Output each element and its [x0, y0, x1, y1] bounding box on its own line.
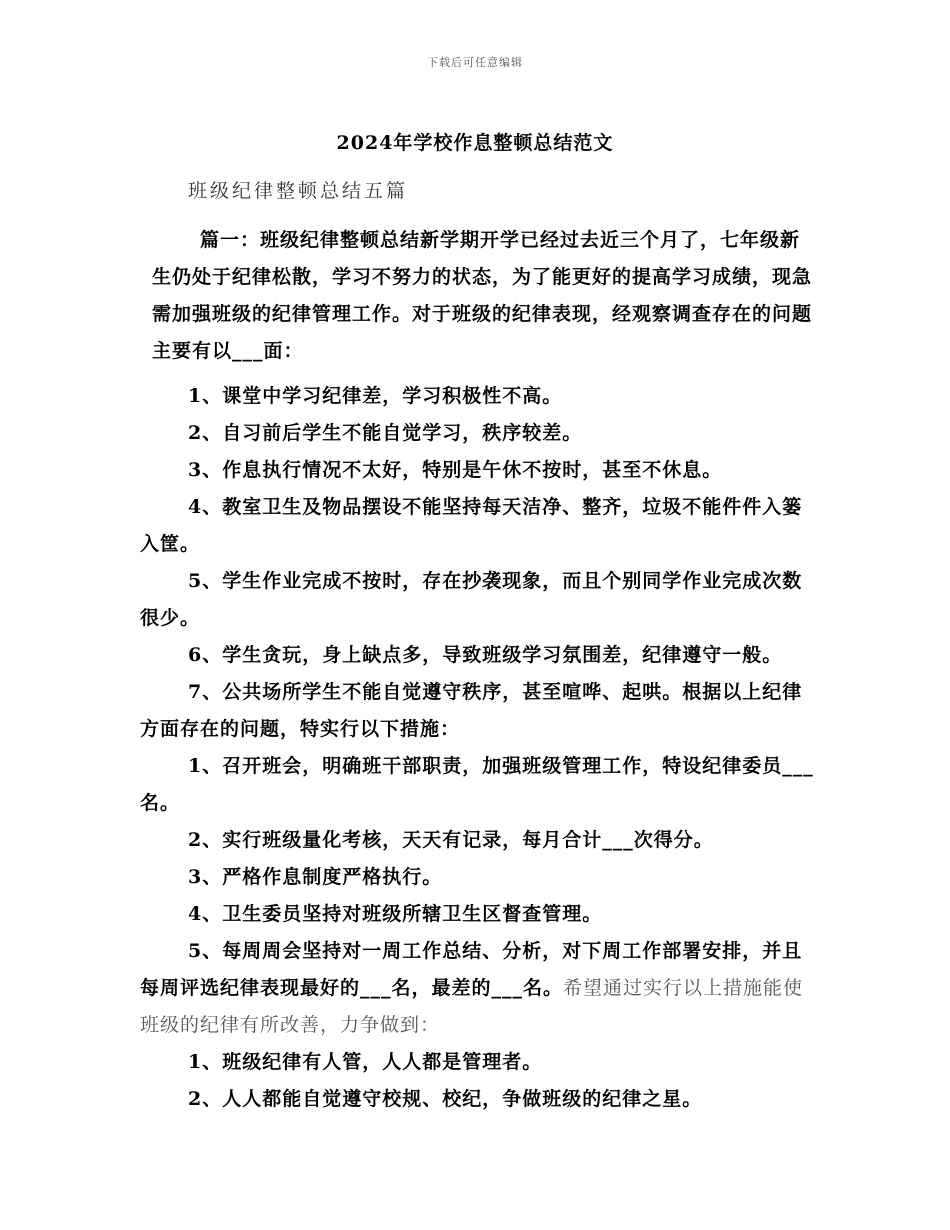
intro-paragraph [152, 222, 812, 370]
paragraph: 2、实行班级量化考核，天天有记录，每月合计___次得分。 [188, 829, 714, 851]
closing-item: 1、班级纪律有人管，人人都是管理者。 [188, 1051, 543, 1073]
paragraph: 4、卫生委员坚持对班级所辖卫生区督查管理。 [188, 903, 603, 925]
paragraph: 3、作息执行情况不太好，特别是午休不按时，甚至不休息。 [188, 459, 723, 481]
document-title: 2024年学校作息整顿总结范文 [336, 132, 614, 154]
paragraph: 6、学生贪玩，身上缺点多，导致班级学习氛围差，纪律遵守一般。 [188, 644, 783, 666]
paragraph-5 [140, 933, 820, 1044]
paragraph: 2、自习前后学生不能自觉学习，秩序较差。 [188, 422, 583, 444]
paragraph: 5、学生作业完成不按时，存在抄袭现象，而且个别同学作业完成次数很少。 [140, 570, 803, 629]
paragraph: 1、课堂中学习纪律差，学习积极性不高。 [188, 385, 563, 407]
header-note: 下载后可任意编辑 [427, 56, 523, 69]
document-subtitle: 班级纪律整顿总结五篇 [188, 180, 409, 202]
paragraph: 7、公共场所学生不能自觉遵守秩序，甚至喧哗、起哄。根据以上纪律方面存在的问题，特实行以下措施： [140, 681, 803, 740]
document-body [140, 378, 820, 1118]
paragraph: 3、严格作息制度严格执行。 [188, 866, 443, 888]
paragraph-5-tail: 希望通过实行以上措施能使班级的纪律有所改善，力争做到： [140, 977, 804, 1036]
paragraph: 4、教室卫生及物品摆设不能坚持每天洁净、整齐，垃圾不能件件入篓入筐。 [140, 496, 803, 555]
paragraph: 1、召开班会，明确班干部职责，加强班级管理工作，特设纪律委员___名。 [140, 755, 814, 814]
paragraph-5-main: 5、每周周会坚持对一周工作总结、分析，对下周工作部署安排，并且每周评选纪律表现最好的___名，最差的___名。 [140, 940, 803, 999]
intro-text: 篇一：班级纪律整顿总结新学期开学已经过去近三个月了，七年级新生仍处于纪律松散，学习不努力的状态，为了能更好的提高学习成绩，现急需加强班级的纪律管理工作。对于班级的纪律表现，经观察调查存在的问题主要有以___面： [152, 229, 813, 362]
closing-item: 2、人人都能自觉遵守校规、校纪，争做班级的纪律之星。 [188, 1088, 703, 1110]
